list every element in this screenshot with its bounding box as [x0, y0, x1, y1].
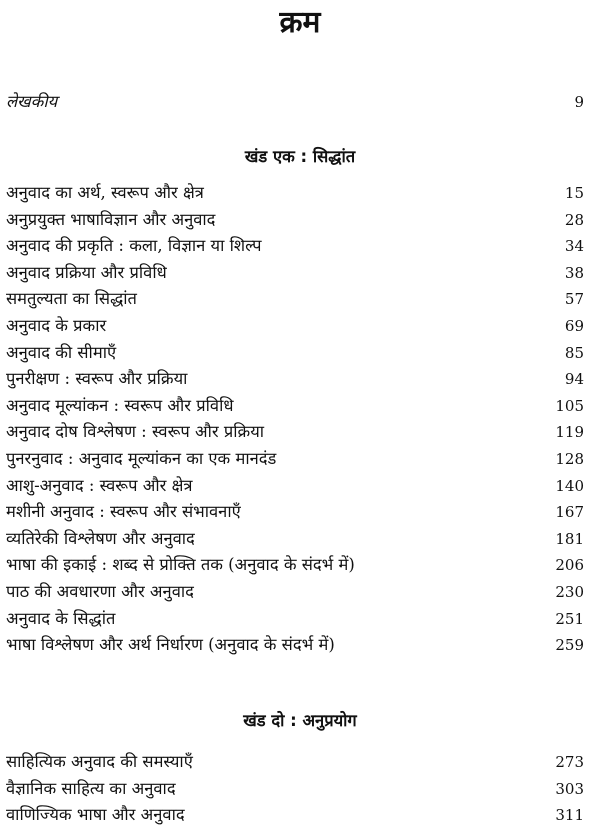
toc-entry-page-number: 105: [555, 396, 584, 415]
toc-entry-label: साहित्यिक अनुवाद की समस्याएँ: [6, 752, 193, 771]
section-heading-theory: खंड एक : सिद्धांत: [244, 147, 356, 166]
toc-entry-label: अनुवाद मूल्यांकन : स्वरूप और प्रविधि: [6, 395, 234, 415]
toc-entry-label: लेखकीय: [6, 92, 58, 111]
toc-entry-page-number: 181: [555, 529, 584, 548]
toc-entry-label: वैज्ञानिक साहित्य का अनुवाद: [6, 778, 176, 798]
toc-entry: [6, 802, 584, 829]
toc-entry-page-number: 259: [555, 636, 584, 655]
toc-entry-page-number: 230: [555, 582, 584, 601]
section-heading-application: खंड दो : अनुप्रयोग: [243, 711, 357, 730]
toc-entry: [6, 446, 584, 473]
toc-entry-label: अनुवाद के सिद्धांत: [6, 608, 116, 628]
toc-entry: [6, 286, 584, 313]
toc-entry-page-number: 140: [555, 476, 584, 495]
toc-entry-label: अनुवाद का अर्थ, स्वरूप और क्षेत्र: [6, 183, 204, 202]
toc-entry-page-number: 28: [564, 210, 584, 229]
toc-entry-page-number: 85: [564, 343, 584, 362]
toc-entry-label: भाषा की इकाई : शब्द से प्रोक्ति तक (अनुवाद के संदर्भ में): [6, 555, 355, 575]
toc-entry: [6, 366, 584, 393]
toc-entry: [6, 552, 584, 579]
toc-entry-page-number: 311: [555, 806, 584, 825]
toc-entry: [6, 313, 584, 340]
toc-entry-label: भाषा विश्लेषण और अर्थ निर्धारण (अनुवाद के संदर्भ में): [6, 635, 335, 655]
toc-entry-page-number: 15: [564, 184, 584, 202]
toc-entry-page-number: 119: [555, 423, 584, 442]
toc-entry-label: मशीनी अनुवाद : स्वरूप और संभावनाएँ: [6, 502, 241, 522]
toc-entry-page-number: 167: [555, 503, 584, 522]
toc-entry-label: अनुवाद दोष विश्लेषण : स्वरूप और प्रक्रिया: [6, 422, 265, 442]
toc-entry: [6, 233, 584, 260]
toc-entry-preface: [6, 89, 584, 115]
toc-entry-page-number: 251: [555, 609, 584, 628]
section-theory-entries: [0, 180, 600, 659]
toc-entry: [6, 749, 584, 776]
section-application-entries: [0, 749, 600, 829]
toc-entry-label: समतुल्यता का सिद्धांत: [6, 289, 137, 309]
toc-entry-label: वाणिज्यिक भाषा और अनुवाद: [6, 805, 185, 825]
toc-entry-page-number: 303: [555, 779, 584, 798]
toc-entry: [6, 180, 584, 207]
toc-entry-page-number: 69: [564, 316, 584, 335]
toc-entry: [6, 260, 584, 287]
toc-entry-label: अनुवाद प्रक्रिया और प्रविधि: [6, 262, 167, 282]
toc-entry-page-number: 94: [564, 370, 584, 389]
toc-entry-page-number: 38: [564, 263, 584, 282]
toc-entry-label: अनुवाद की सीमाएँ: [6, 342, 117, 362]
page-title: क्रम: [279, 5, 321, 40]
toc-entry-page-number: 9: [574, 93, 584, 111]
toc-entry: [6, 776, 584, 803]
toc-entry-page-number: 273: [555, 753, 584, 771]
toc-entry: [6, 393, 584, 420]
toc-entry-page-number: 206: [555, 556, 584, 575]
toc-entry-label: पाठ की अवधारणा और अनुवाद: [6, 581, 194, 601]
toc-entry-label: अनुवाद के प्रकार: [6, 315, 107, 335]
toc-entry-label: पुनरनुवाद : अनुवाद मूल्यांकन का एक मानदंड: [6, 448, 277, 468]
toc-entry: [6, 340, 584, 367]
toc-entry: [6, 473, 584, 500]
toc-entry: [6, 606, 584, 633]
toc-entry-page-number: 128: [555, 449, 584, 468]
toc-entry: [6, 499, 584, 526]
toc-entry: [6, 419, 584, 446]
toc-entry: [6, 579, 584, 606]
toc-entry: [6, 526, 584, 553]
toc-entry: [6, 632, 584, 659]
toc-entry-label: पुनरीक्षण : स्वरूप और प्रक्रिया: [6, 369, 188, 389]
toc-entry-page-number: 57: [564, 290, 584, 309]
toc-entry-label: अनुवाद की प्रकृति : कला, विज्ञान या शिल्प: [6, 236, 262, 256]
toc-entry-label: व्यतिरेकी विश्लेषण और अनुवाद: [6, 528, 195, 548]
toc-entry-label: अनुप्रयुक्त भाषाविज्ञान और अनुवाद: [6, 209, 216, 229]
toc-entry: [6, 207, 584, 234]
toc-entry-page-number: 34: [564, 237, 584, 256]
toc-entry-label: आशु-अनुवाद : स्वरूप और क्षेत्र: [6, 475, 193, 495]
